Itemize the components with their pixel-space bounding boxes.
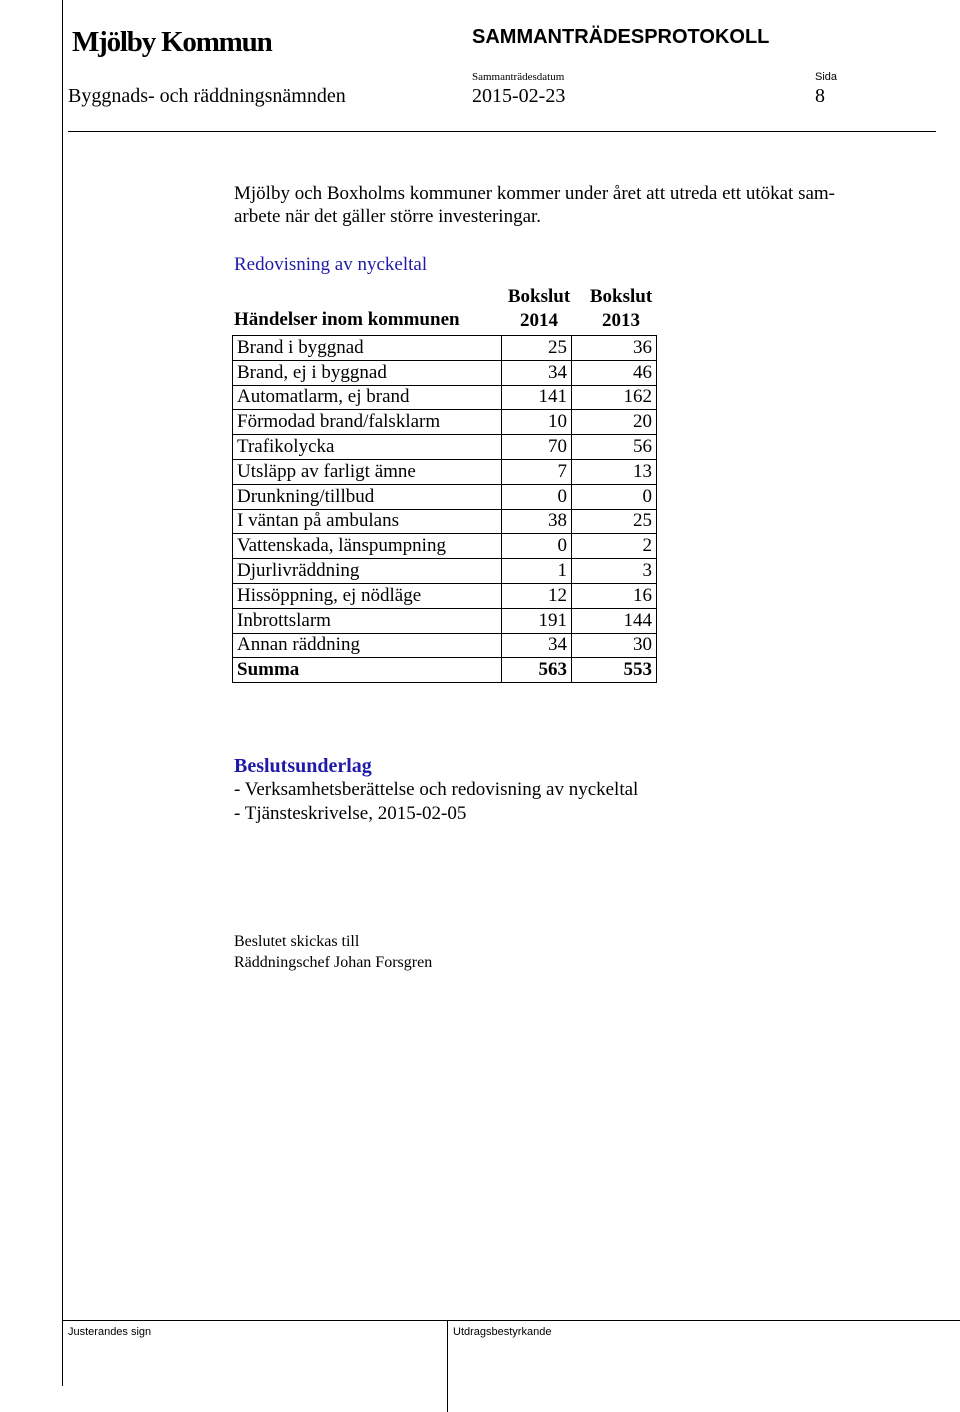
kpi-table	[232, 335, 657, 683]
column-header-line: Bokslut	[589, 286, 653, 307]
value-2014: 12	[502, 583, 572, 608]
value-2014: 191	[502, 608, 572, 633]
row-label: Brand, ej i byggnad	[233, 360, 502, 385]
basis-item: - Tjänsteskrivelse, 2015-02-05	[234, 803, 467, 824]
total-label: Summa	[233, 658, 502, 683]
table-row	[233, 509, 657, 534]
value-2013: 3	[572, 559, 657, 584]
row-label: Hissöppning, ej nödläge	[233, 583, 502, 608]
value-2013: 20	[572, 410, 657, 435]
row-label: Vattenskada, länspumpning	[233, 534, 502, 559]
basis-item: - Verksamhetsberättelse och redovisning av nyckeltal	[234, 779, 639, 800]
table-row	[233, 385, 657, 410]
intro-line: Mjölby och Boxholms kommuner kommer under året att utreda ett utökat sam-	[234, 183, 836, 204]
value-2014: 1	[502, 559, 572, 584]
row-label: Förmodad brand/falsklarm	[233, 410, 502, 435]
row-label: Trafikolycka	[233, 435, 502, 460]
table-row	[233, 633, 657, 658]
page-label: Sida	[815, 71, 838, 83]
table-row	[233, 336, 657, 361]
total-2013: 553	[572, 658, 657, 683]
table-row	[233, 484, 657, 509]
table-row	[233, 435, 657, 460]
table-row	[233, 559, 657, 584]
table-row	[233, 534, 657, 559]
value-2013: 16	[572, 583, 657, 608]
row-label: Automatlarm, ej brand	[233, 385, 502, 410]
left-margin-line	[62, 0, 63, 1386]
column-header-line: 2014	[520, 310, 558, 331]
column-header-line: Bokslut	[507, 286, 571, 307]
column-header-2013	[579, 285, 663, 333]
total-2014: 563	[502, 658, 572, 683]
intro-paragraph	[234, 182, 896, 228]
meeting-date: 2015-02-23	[472, 85, 566, 107]
row-label: Djurlivräddning	[233, 559, 502, 584]
table-row	[233, 583, 657, 608]
board-name: Byggnads- och räddningsnämnden	[68, 85, 346, 107]
distribution-heading: Beslutet skickas till	[234, 933, 360, 950]
date-label: Sammanträdesdatum	[472, 71, 565, 83]
column-header-events: Händelser inom kommunen	[234, 309, 460, 330]
value-2013: 2	[572, 534, 657, 559]
column-header-line: 2013	[602, 310, 640, 331]
value-2014: 34	[502, 633, 572, 658]
value-2014: 38	[502, 509, 572, 534]
footer-utdragsbestyrkande: Utdragsbestyrkande	[453, 1326, 552, 1338]
table-row	[233, 360, 657, 385]
row-label: I väntan på ambulans	[233, 509, 502, 534]
row-label: Brand i byggnad	[233, 336, 502, 361]
row-label: Annan räddning	[233, 633, 502, 658]
value-2013: 0	[572, 484, 657, 509]
page-number: 8	[815, 85, 825, 107]
document-type: SAMMANTRÄDESPROTOKOLL	[472, 26, 770, 48]
value-2014: 10	[502, 410, 572, 435]
table-row	[233, 410, 657, 435]
footer-divider	[62, 1320, 960, 1321]
basis-heading: Beslutsunderlag	[234, 755, 372, 777]
intro-line: arbete när det gäller större investeringar.	[234, 206, 542, 227]
value-2013: 36	[572, 336, 657, 361]
value-2013: 46	[572, 360, 657, 385]
table-row	[233, 608, 657, 633]
total-row	[233, 658, 657, 683]
table-title: Redovisning av nyckeltal	[234, 254, 428, 275]
footer-justerandes-sign: Justerandes sign	[68, 1326, 152, 1338]
value-2014: 7	[502, 459, 572, 484]
distribution-recipient: Räddningschef Johan Forsgren	[234, 954, 433, 971]
row-label: Inbrottslarm	[233, 608, 502, 633]
row-label: Utsläpp av farligt ämne	[233, 459, 502, 484]
row-label: Drunkning/tillbud	[233, 484, 502, 509]
value-2013: 56	[572, 435, 657, 460]
value-2013: 25	[572, 509, 657, 534]
value-2014: 34	[502, 360, 572, 385]
footer-column-divider	[447, 1320, 448, 1412]
value-2013: 162	[572, 385, 657, 410]
value-2014: 25	[502, 336, 572, 361]
value-2014: 0	[502, 534, 572, 559]
value-2013: 144	[572, 608, 657, 633]
table-row	[233, 459, 657, 484]
value-2013: 13	[572, 459, 657, 484]
column-header-2014	[504, 285, 574, 333]
organization-name: Mjölby Kommun	[72, 26, 272, 58]
header-divider	[68, 131, 936, 132]
value-2013: 30	[572, 633, 657, 658]
value-2014: 141	[502, 385, 572, 410]
value-2014: 0	[502, 484, 572, 509]
value-2014: 70	[502, 435, 572, 460]
